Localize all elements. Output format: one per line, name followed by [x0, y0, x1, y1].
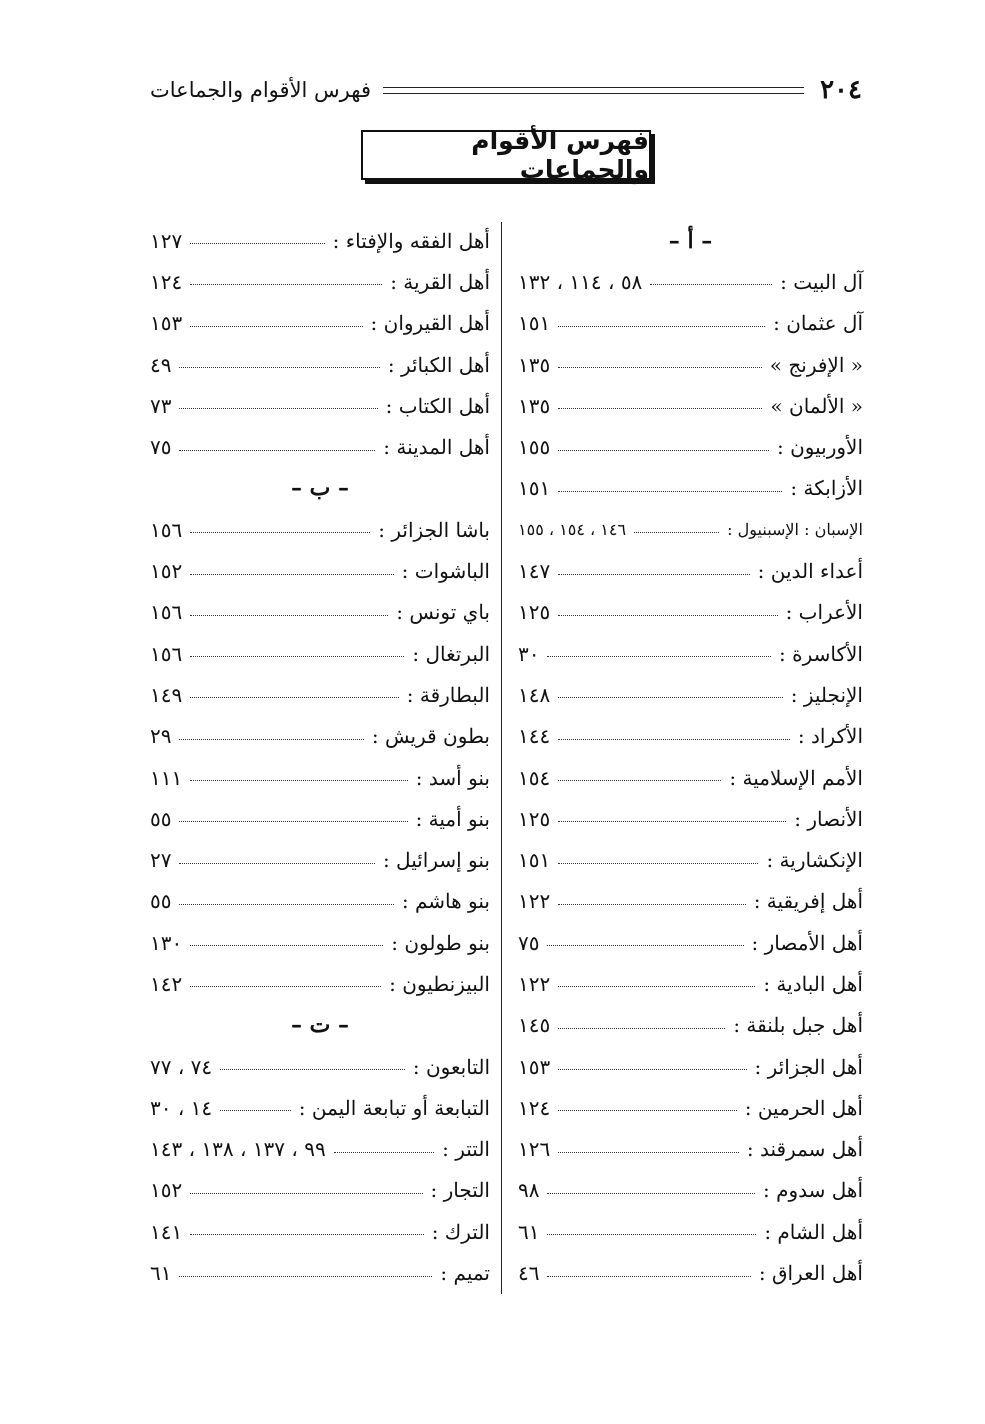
entry-name: أهل الفقه والإفتاء :: [332, 228, 490, 253]
dot-leader: [558, 1028, 725, 1029]
entry-pages: ١٥٥: [518, 435, 551, 460]
dot-leader: [179, 863, 374, 864]
dot-leader: [547, 1276, 750, 1277]
index-entry: [150, 385, 490, 426]
entry-pages: ١٤٩: [150, 682, 183, 707]
index-entry: [150, 963, 490, 1004]
entry-pages: ١٥٦: [150, 517, 183, 542]
index-entry: [518, 509, 863, 550]
entry-name: الأكاسرة :: [779, 641, 863, 666]
index-entry: [518, 881, 863, 922]
index-entry: [518, 1252, 863, 1293]
entry-pages: ٣٠: [518, 641, 540, 666]
dot-leader: [220, 1110, 291, 1111]
entry-name: أهل العراق :: [758, 1261, 863, 1286]
entry-name: آل البيت :: [780, 269, 863, 294]
index-entry: [518, 550, 863, 591]
entry-name: باشا الجزائر :: [378, 517, 490, 542]
entry-pages: ٥٨ ، ١١٤ ، ١٣٢: [518, 269, 643, 294]
entry-pages: ١٥١: [518, 848, 551, 873]
entry-pages: ١٢٧: [150, 228, 183, 253]
entry-name: أهل الشام :: [764, 1219, 863, 1244]
entry-name: الأوربيون :: [777, 435, 863, 460]
index-entry: [150, 922, 490, 963]
header-rule: [383, 87, 804, 94]
index-entry: [150, 633, 490, 674]
index-entry: [518, 1211, 863, 1252]
index-column-left: [150, 220, 490, 1294]
entry-name: أعداء الدين :: [757, 559, 863, 584]
index-entry: [150, 674, 490, 715]
entry-name: بنو أمية :: [415, 806, 490, 831]
entry-name: الإسبان : الإسبنيول :: [727, 519, 863, 539]
entry-name: أهل الجزائر :: [754, 1054, 863, 1079]
entry-pages: ٦١: [150, 1261, 172, 1286]
entry-pages: ٧٥: [518, 930, 540, 955]
entry-pages: ١٣٥: [518, 352, 551, 377]
index-entry: [150, 550, 490, 591]
index-entry: [150, 798, 490, 839]
column-divider: [501, 222, 502, 1294]
dot-leader: [558, 408, 762, 409]
index-entry: [518, 674, 863, 715]
index-entry: [518, 757, 863, 798]
letter-heading: – ت –: [290, 1012, 350, 1039]
entry-pages: ١٤١: [150, 1219, 183, 1244]
entry-name: أهل سدوم :: [763, 1178, 863, 1203]
entry-name: أهل الأمصار :: [751, 930, 863, 955]
dot-leader: [179, 904, 393, 905]
entry-pages: ٤٩: [150, 352, 172, 377]
dot-leader: [558, 450, 769, 451]
entry-name: بنو هاشم :: [401, 889, 490, 914]
dot-leader: [190, 1234, 423, 1235]
index-entry: [150, 1129, 490, 1170]
entry-name: بطون قريش :: [371, 724, 490, 749]
index-entry: [150, 592, 490, 633]
dot-leader: [190, 697, 399, 698]
entry-name: أهل المدينة :: [383, 435, 490, 460]
entry-pages: ٧٤ ، ٧٧: [150, 1054, 213, 1079]
index-entry: [150, 1252, 490, 1293]
dot-leader: [179, 739, 363, 740]
entry-pages: ١٥٢: [150, 1178, 183, 1203]
entry-name: بنو أسد :: [415, 765, 490, 790]
dot-leader: [558, 821, 786, 822]
entry-pages: ١٢٥: [518, 806, 551, 831]
dot-leader: [190, 656, 404, 657]
index-entry: [518, 1129, 863, 1170]
dot-leader: [558, 780, 721, 781]
dot-leader: [547, 1193, 755, 1194]
entry-name: التجار :: [430, 1178, 490, 1203]
index-entry: [150, 1170, 490, 1211]
running-header: [150, 70, 862, 110]
entry-pages: ٧٥: [150, 435, 172, 460]
entry-name: أهل القرية :: [390, 269, 490, 294]
entry-name: التبابعة أو تبابعة اليمن :: [298, 1095, 490, 1120]
dot-leader: [190, 615, 388, 616]
index-entry: [518, 1005, 863, 1046]
entry-pages: ١٥٦: [150, 600, 183, 625]
entry-pages: ١٥٣: [150, 311, 183, 336]
entry-name: « الإفرنج »: [769, 352, 863, 377]
dot-leader: [190, 284, 382, 285]
index-entry: [518, 922, 863, 963]
entry-pages: ١٤٦ ، ١٥٤ ، ١٥٥: [518, 519, 627, 539]
dot-leader: [220, 1069, 405, 1070]
entry-pages: ١٤٢: [150, 971, 183, 996]
index-entry: [150, 344, 490, 385]
entry-name: الترك :: [431, 1219, 490, 1244]
index-entry: [518, 344, 863, 385]
dot-leader: [650, 284, 772, 285]
entry-name: أهل سمرقند :: [746, 1137, 863, 1162]
entry-pages: ٩٩ ، ١٣٧ ، ١٣٨ ، ١٤٣: [150, 1137, 326, 1162]
entry-pages: ٦١: [518, 1219, 540, 1244]
entry-pages: ١٢٢: [518, 971, 551, 996]
index-entry: [518, 798, 863, 839]
entry-name: تميم :: [440, 1261, 490, 1286]
dot-leader: [190, 326, 362, 327]
entry-pages: ١٢٢: [518, 889, 551, 914]
dot-leader: [558, 986, 755, 987]
entry-pages: ٢٩: [150, 724, 172, 749]
index-entry: [150, 839, 490, 880]
entry-pages: ٤٦: [518, 1261, 540, 1286]
entry-name: الأعراب :: [785, 600, 863, 625]
dot-leader: [558, 904, 745, 905]
entry-name: البرتغال :: [412, 641, 490, 666]
index-entry: [518, 1046, 863, 1087]
letter-heading: – أ –: [668, 227, 713, 254]
index-entry: [150, 716, 490, 757]
entry-name: أهل الكبائر :: [387, 352, 490, 377]
entry-name: الإنجليز :: [790, 682, 863, 707]
entry-pages: ١٣٥: [518, 393, 551, 418]
index-entry: [150, 757, 490, 798]
dot-leader: [547, 1234, 756, 1235]
entry-pages: ٢٧: [150, 848, 172, 873]
entry-name: التابعون :: [412, 1054, 490, 1079]
entry-name: آل عثمان :: [773, 311, 863, 336]
entry-pages: ١٤ ، ٣٠: [150, 1095, 213, 1120]
entry-pages: ١٥٦: [150, 641, 183, 666]
entry-pages: ١٢٤: [150, 269, 183, 294]
entry-name: الأمم الإسلامية :: [729, 765, 863, 790]
dot-leader: [190, 574, 393, 575]
index-entry: [518, 303, 863, 344]
entry-name: باي تونس :: [396, 600, 490, 625]
index-entry: [150, 881, 490, 922]
dot-leader: [179, 408, 377, 409]
page-number: ٢٠٤: [820, 75, 862, 105]
entry-pages: ١٥١: [518, 476, 551, 501]
dot-leader: [558, 1069, 746, 1070]
index-entry: [518, 839, 863, 880]
entry-name: أهل الكتاب :: [385, 393, 490, 418]
entry-name: البطارقة :: [406, 682, 490, 707]
index-entry: [518, 716, 863, 757]
dot-leader: [547, 945, 743, 946]
entry-pages: ١٤٤: [518, 724, 551, 749]
index-entry: [150, 1046, 490, 1087]
dot-leader: [558, 697, 783, 698]
dot-leader: [190, 532, 370, 533]
dot-leader: [179, 450, 375, 451]
entry-name: أهل البادية :: [763, 971, 863, 996]
dot-leader: [558, 326, 765, 327]
entry-name: أهل إفريقية :: [753, 889, 863, 914]
dot-leader: [179, 1276, 432, 1277]
entry-name: التتر :: [442, 1137, 490, 1162]
index-entry: [150, 509, 490, 550]
dot-leader: [179, 821, 407, 822]
entry-pages: ٥٥: [150, 806, 172, 831]
dot-leader: [190, 243, 324, 244]
entry-pages: ١٥٤: [518, 765, 551, 790]
dot-leader: [190, 945, 383, 946]
index-entry: [150, 426, 490, 467]
index-entry: [150, 303, 490, 344]
dot-leader: [547, 656, 771, 657]
index-entry: [518, 385, 863, 426]
dot-leader: [558, 1110, 736, 1111]
entry-name: الباشوات :: [401, 559, 490, 584]
dot-leader: [558, 491, 782, 492]
dot-leader: [190, 780, 408, 781]
dot-leader: [634, 532, 719, 533]
dot-leader: [558, 1152, 739, 1153]
entry-name: بنو طولون :: [391, 930, 490, 955]
dot-leader: [558, 615, 777, 616]
index-entry: [150, 1211, 490, 1252]
entry-pages: ١٥٣: [518, 1054, 551, 1079]
entry-name: الأزابكة :: [790, 476, 863, 501]
running-title: فهرس الأقوام والجماعات: [150, 78, 371, 102]
entry-pages: ٧٣: [150, 393, 172, 418]
entry-name: أهل جبل بلنقة :: [733, 1013, 863, 1038]
entry-pages: ١٢٥: [518, 600, 551, 625]
index-entry: [150, 1087, 490, 1128]
index-column-right: [518, 220, 863, 1294]
entry-name: « الألمان »: [770, 393, 863, 418]
index-entry: [518, 1170, 863, 1211]
entry-name: أهل الحرمين :: [744, 1095, 863, 1120]
index-title: فهرس الأقوام والجماعات: [361, 130, 651, 180]
dot-leader: [558, 863, 758, 864]
entry-pages: ١١١: [150, 765, 183, 790]
entry-pages: ١٤٨: [518, 682, 551, 707]
entry-pages: ١٢٤: [518, 1095, 551, 1120]
dot-leader: [334, 1152, 434, 1153]
index-entry: [150, 220, 490, 261]
dot-leader: [558, 574, 749, 575]
entry-pages: ١٤٥: [518, 1013, 551, 1038]
index-entry: [518, 468, 863, 509]
entry-pages: ١٢٦: [518, 1137, 551, 1162]
index-entry: [518, 592, 863, 633]
index-entry: [518, 633, 863, 674]
index-entry: [518, 963, 863, 1004]
entry-name: بنو إسرائيل :: [382, 848, 490, 873]
dot-leader: [179, 367, 379, 368]
entry-name: أهل القيروان :: [370, 311, 490, 336]
index-entry: [150, 261, 490, 302]
index-entry: [518, 1087, 863, 1128]
letter-heading: – ب –: [290, 475, 350, 502]
entry-pages: ١٣٠: [150, 930, 183, 955]
entry-name: الأكراد :: [797, 724, 863, 749]
entry-pages: ٥٥: [150, 889, 172, 914]
dot-leader: [190, 986, 381, 987]
index-entry: [518, 426, 863, 467]
entry-name: الأنصار :: [794, 806, 863, 831]
entry-pages: ١٤٧: [518, 559, 551, 584]
dot-leader: [558, 367, 762, 368]
dot-leader: [190, 1193, 422, 1194]
entry-pages: ٩٨: [518, 1178, 540, 1203]
index-entry: [518, 261, 863, 302]
entry-name: البيزنطيون :: [389, 971, 490, 996]
entry-name: الإنكشارية :: [766, 848, 863, 873]
entry-pages: ١٥١: [518, 311, 551, 336]
entry-pages: ١٥٢: [150, 559, 183, 584]
dot-leader: [558, 739, 790, 740]
